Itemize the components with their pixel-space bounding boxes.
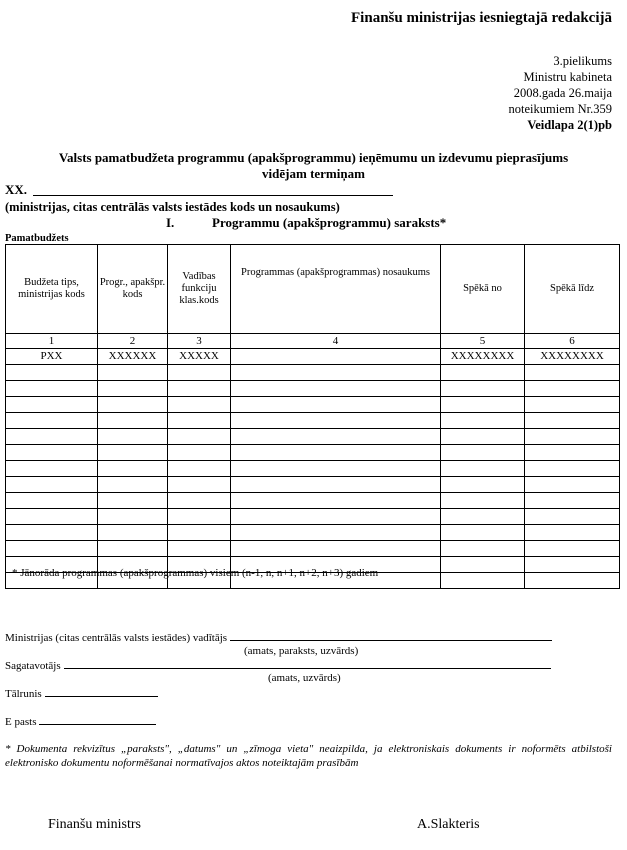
table-cell[interactable] — [231, 397, 441, 413]
table-cell[interactable] — [525, 509, 620, 525]
table-row — [6, 493, 620, 509]
head-signature-line[interactable] — [230, 630, 552, 641]
table-cell[interactable] — [441, 525, 525, 541]
table-cell[interactable]: XXXXXXXX — [441, 349, 525, 365]
table-cell[interactable] — [525, 541, 620, 557]
table-cell[interactable] — [231, 413, 441, 429]
table-cell[interactable] — [525, 381, 620, 397]
table-cell[interactable] — [98, 413, 168, 429]
table-row — [6, 349, 620, 365]
table-cell[interactable] — [98, 509, 168, 525]
table-cell[interactable] — [6, 541, 98, 557]
table-cell[interactable]: XXXXX — [168, 349, 231, 365]
table-row — [6, 461, 620, 477]
table-cell[interactable] — [231, 429, 441, 445]
budget-label: Pamatbudžets — [5, 233, 69, 244]
col-number: 2 — [98, 334, 168, 349]
table-cell[interactable] — [168, 445, 231, 461]
table-cell[interactable] — [525, 525, 620, 541]
document-requisites-note: * Dokumenta rekvizītus „paraksts", „datums" un „zīmoga vieta" neaizpilda, ja elektroniskais dokuments ir noformēts atbilstoši elektronisko dokumentu noformēšanai normatīvajos aktos noteiktajām prasībām — [5, 743, 612, 769]
table-cell[interactable] — [98, 541, 168, 557]
table-cell[interactable] — [6, 381, 98, 397]
table-cell[interactable] — [168, 381, 231, 397]
table-row — [6, 365, 620, 381]
table-cell[interactable] — [231, 365, 441, 381]
annex-meta — [509, 53, 612, 133]
table-cell[interactable] — [98, 381, 168, 397]
preparer-label: Sagatavotājs — [5, 660, 61, 672]
phone-label: Tālrunis — [5, 688, 42, 700]
table-cell[interactable] — [231, 493, 441, 509]
col-number: 6 — [525, 334, 620, 349]
table-cell[interactable] — [98, 365, 168, 381]
head-signature-caption: (amats, paraksts, uzvārds) — [244, 645, 359, 657]
table-cell[interactable]: XXXXXX — [98, 349, 168, 365]
table-footnote: * Jānorāda programmas (apakšprogrammas) visiem (n-1, n, n+1, n+2, n+3) gadiem — [12, 567, 379, 579]
col-number: 4 — [231, 334, 441, 349]
table-cell[interactable] — [98, 525, 168, 541]
table-cell[interactable] — [441, 397, 525, 413]
table-cell[interactable] — [441, 573, 525, 589]
col-header-valid-from: Spēkā no — [441, 245, 525, 334]
table-cell[interactable] — [6, 445, 98, 461]
table-cell[interactable] — [98, 461, 168, 477]
table-cell[interactable] — [98, 477, 168, 493]
table-row — [6, 429, 620, 445]
table-cell[interactable] — [168, 493, 231, 509]
title-line-2: vidējam termiņam — [262, 166, 365, 181]
minister-name: A.Slakteris — [417, 817, 480, 832]
document-title — [0, 150, 627, 182]
table-row — [6, 509, 620, 525]
table-cell[interactable] — [441, 365, 525, 381]
table-row — [6, 445, 620, 461]
table-cell[interactable]: XXXXXXXX — [525, 349, 620, 365]
col-header-valid-to: Spēkā līdz — [525, 245, 620, 334]
head-signature — [5, 630, 552, 644]
table-row — [6, 397, 620, 413]
table-cell[interactable] — [441, 541, 525, 557]
regulation-number: noteikumiem Nr.359 — [508, 102, 612, 116]
table-cell[interactable] — [6, 365, 98, 381]
table-cell[interactable] — [231, 381, 441, 397]
regulation-date: 2008.gada 26.maija — [513, 86, 612, 100]
title-line-1: Valsts pamatbudžeta programmu (apakšprogrammu) ieņēmumu un izdevumu pieprasījums — [58, 150, 569, 165]
annex-number: 3.pielikums — [553, 54, 612, 68]
table-row — [6, 541, 620, 557]
col-header-program-name: Programmas (apakšprogrammas) nosaukums — [231, 245, 441, 334]
table-cell[interactable] — [231, 477, 441, 493]
table-row — [6, 525, 620, 541]
table-cell[interactable] — [525, 365, 620, 381]
table-cell[interactable] — [525, 397, 620, 413]
table-cell[interactable] — [441, 381, 525, 397]
table-row — [6, 413, 620, 429]
section-number: I. — [166, 215, 175, 230]
table-row — [6, 381, 620, 397]
email-label: E pasts — [5, 716, 37, 728]
table-cell[interactable] — [441, 461, 525, 477]
table-cell[interactable] — [6, 477, 98, 493]
table-cell[interactable] — [525, 445, 620, 461]
table-cell[interactable] — [525, 429, 620, 445]
table-cell[interactable] — [168, 541, 231, 557]
table-cell[interactable] — [168, 413, 231, 429]
table-cell[interactable] — [441, 509, 525, 525]
email-line[interactable] — [39, 714, 156, 725]
table-cell[interactable] — [525, 493, 620, 509]
table-cell[interactable] — [231, 509, 441, 525]
table-cell[interactable] — [231, 525, 441, 541]
table-cell[interactable] — [231, 445, 441, 461]
preparer-signature — [5, 658, 551, 672]
table-cell[interactable] — [6, 493, 98, 509]
cabinet-label: Ministru kabineta — [523, 70, 612, 84]
table-cell[interactable] — [6, 509, 98, 525]
table-cell[interactable] — [168, 525, 231, 541]
table-cell[interactable] — [441, 445, 525, 461]
table-cell[interactable] — [98, 445, 168, 461]
program-table — [5, 244, 620, 589]
table-cell[interactable] — [525, 461, 620, 477]
table-cell[interactable] — [168, 429, 231, 445]
table-cell[interactable] — [6, 413, 98, 429]
col-header-program-code: Progr., apakšpr. kods — [98, 245, 168, 334]
col-header-function-code: Vadības funkciju klas.kods — [168, 245, 231, 334]
table-cell[interactable] — [168, 365, 231, 381]
table-cell[interactable] — [98, 397, 168, 413]
table-header-row — [6, 245, 620, 334]
table-cell[interactable] — [6, 397, 98, 413]
col-number: 1 — [6, 334, 98, 349]
table-cell[interactable] — [441, 477, 525, 493]
phone-line[interactable] — [45, 686, 158, 697]
table-cell[interactable] — [441, 429, 525, 445]
table-cell[interactable] — [6, 525, 98, 541]
table-cell[interactable] — [525, 557, 620, 573]
table-cell[interactable] — [441, 557, 525, 573]
preparer-caption: (amats, uzvārds) — [268, 672, 341, 684]
table-cell[interactable] — [168, 477, 231, 493]
ministry-code-prefix: XX. — [5, 182, 28, 197]
head-signature-label: Ministrijas (citas centrālās valsts iestādes) vadītājs — [5, 632, 228, 644]
phone-field — [5, 686, 158, 700]
table-cell[interactable] — [6, 461, 98, 477]
edition-note: Finanšu ministrijas iesniegtajā redakcijā — [351, 10, 612, 26]
table-cell[interactable] — [525, 477, 620, 493]
table-cell[interactable] — [6, 429, 98, 445]
table-cell[interactable] — [168, 397, 231, 413]
table-cell[interactable] — [525, 413, 620, 429]
table-cell[interactable] — [168, 509, 231, 525]
section-heading — [166, 215, 446, 231]
table-cell[interactable] — [525, 573, 620, 589]
table-cell[interactable] — [98, 493, 168, 509]
table-cell[interactable] — [98, 429, 168, 445]
table-row — [6, 477, 620, 493]
ministry-code-line — [33, 195, 393, 196]
section-title: Programmu (apakšprogrammu) saraksts* — [212, 215, 447, 230]
table-cell[interactable] — [231, 461, 441, 477]
table-cell[interactable] — [441, 493, 525, 509]
table-cell[interactable]: PXX — [6, 349, 98, 365]
col-number: 5 — [441, 334, 525, 349]
table-cell[interactable] — [168, 461, 231, 477]
column-number-row — [6, 334, 620, 349]
ministry-caption: (ministrijas, citas centrālās valsts iestādes kods un nosaukums) — [5, 200, 340, 214]
col-header-budget-type: Budžeta tips, ministrijas kods — [6, 245, 98, 334]
minister-title: Finanšu ministrs — [48, 817, 141, 832]
table-cell[interactable] — [231, 349, 441, 365]
col-number: 3 — [168, 334, 231, 349]
table-cell[interactable] — [441, 413, 525, 429]
email-field — [5, 714, 156, 728]
form-code: Veidlapa 2(1)pb — [527, 118, 612, 132]
preparer-line[interactable] — [64, 658, 551, 669]
table-cell[interactable] — [231, 541, 441, 557]
